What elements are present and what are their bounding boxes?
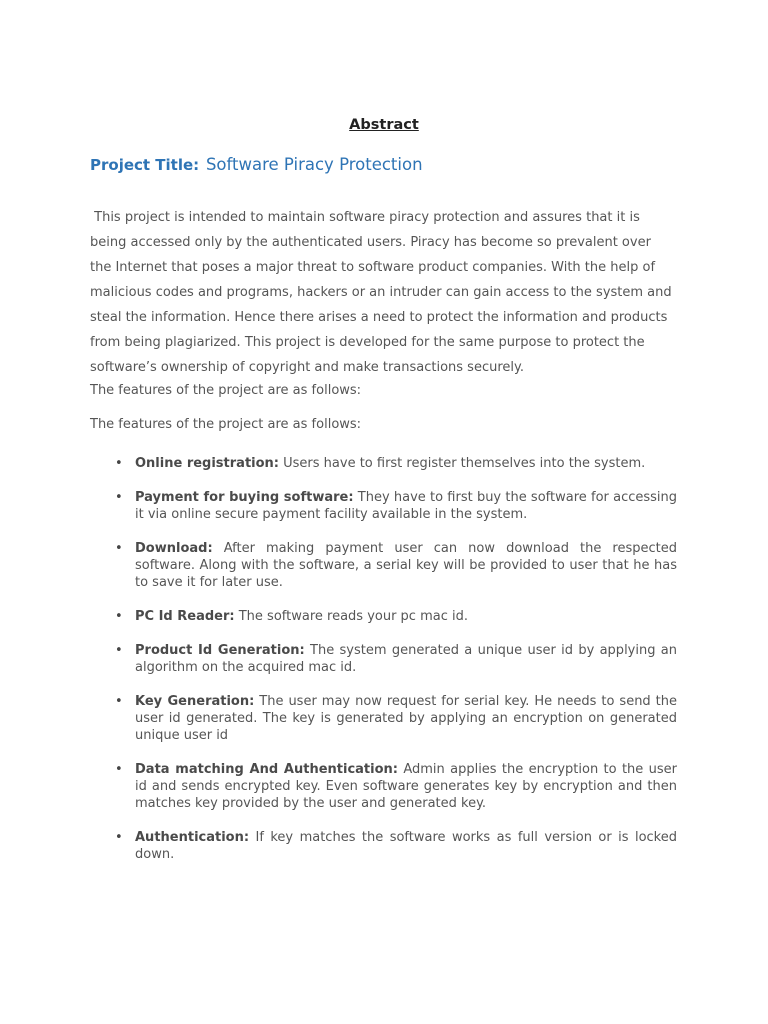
feature-item <box>115 455 677 472</box>
feature-text: The system generated a unique user id by applying an algorithm on the acquired mac id. <box>135 643 677 675</box>
feature-text: The software reads your pc mac id. <box>234 609 468 624</box>
feature-term: Key Generation: <box>135 694 255 709</box>
feature-text: They have to first buy the software for accessing it via online secure payment facility available in the system. <box>135 490 678 522</box>
feature-text: If key matches the software works as full version or is locked down. <box>135 830 677 862</box>
feature-item <box>115 642 677 676</box>
project-title-value: Software Piracy Protection <box>205 155 423 174</box>
features-intro-1: The features of the project are as follows: <box>90 383 362 398</box>
bullet-icon: • <box>115 456 123 471</box>
bullet-icon: • <box>115 643 123 658</box>
bullet-icon: • <box>115 762 123 777</box>
intro-paragraph: This project is intended to maintain software piracy protection and assures that it is being accessed only by the authenticated users. Piracy has become so prevalent over the Internet that poses a major threat to software product companies. With the help of malicious codes and programs, hackers or an intruder can gain access to the system and steal the information. Hence there arises a need to protect the information and products from being plagiarized. This project is developed for the same purpose to protect the software’s ownership of copyright and make transactions securely. <box>90 210 676 375</box>
feature-item <box>115 489 677 523</box>
feature-item <box>115 608 677 625</box>
feature-term: Online registration: <box>135 456 279 471</box>
feature-term: Download: <box>135 541 213 556</box>
project-title-label: Project Title: <box>90 156 200 174</box>
feature-item <box>115 693 677 744</box>
bullet-icon: • <box>115 830 123 845</box>
feature-term: Product Id Generation: <box>135 643 305 658</box>
bullet-icon: • <box>115 694 123 709</box>
features-list <box>115 455 677 880</box>
document-heading: Abstract <box>349 117 419 133</box>
feature-term: Authentication: <box>135 830 250 845</box>
feature-term: Data matching And Authentication: <box>135 762 398 777</box>
feature-term: PC Id Reader: <box>135 609 235 624</box>
feature-text: Admin applies the encryption to the user id and sends encrypted key. Even software generates key by encryption and then matches key provided by the user and generated key. <box>135 762 677 811</box>
feature-text: After making payment user can now download the respected software. Along with the software, a serial key will be provided to user that he has to save it for later use. <box>135 541 677 590</box>
bullet-icon: • <box>115 490 123 505</box>
bullet-icon: • <box>115 609 123 624</box>
bullet-icon: • <box>115 541 123 556</box>
feature-text: Users have to first register themselves into the system. <box>279 456 646 471</box>
feature-term: Payment for buying software: <box>135 490 354 505</box>
features-intro-2: The features of the project are as follows: <box>90 417 362 432</box>
feature-item <box>115 761 677 812</box>
feature-item <box>115 540 677 591</box>
feature-text: The user may now request for serial key. He needs to send the user id generated. The key is generated by applying an encryption on generated unique user id <box>135 694 677 743</box>
project-title <box>90 155 423 174</box>
feature-item <box>115 829 677 863</box>
